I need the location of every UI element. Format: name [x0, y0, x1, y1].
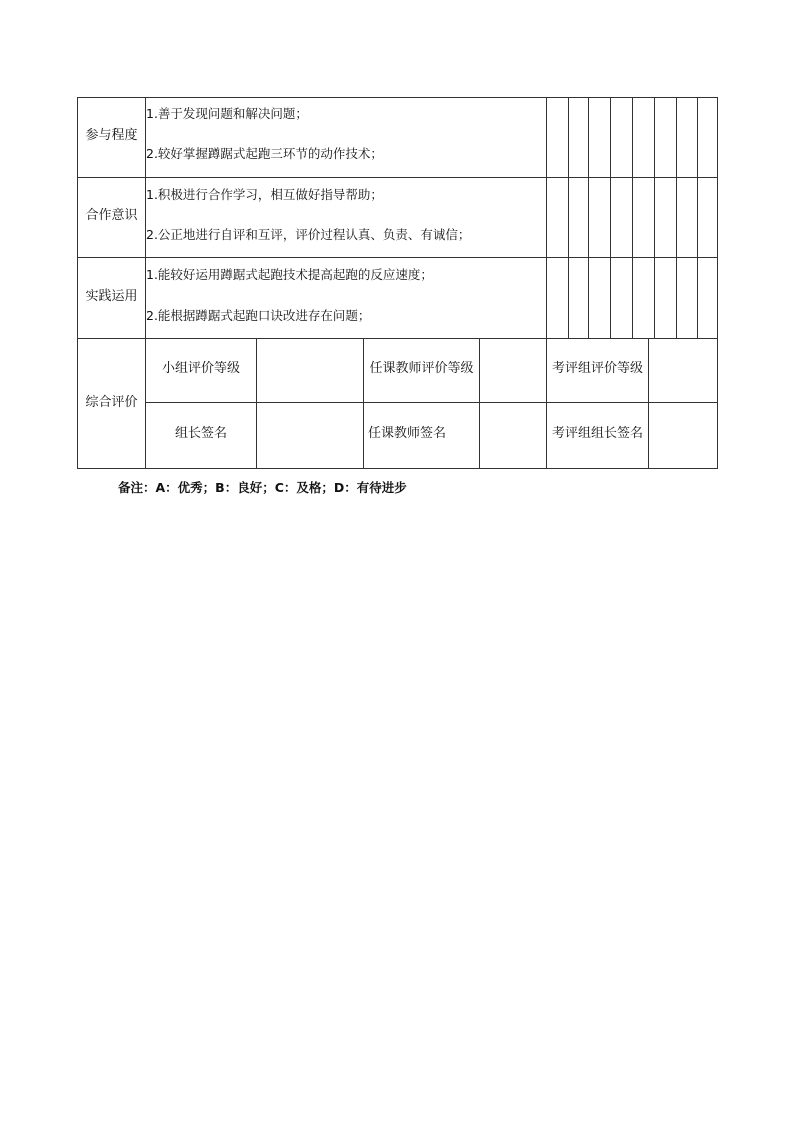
- row-divider: [77, 257, 718, 258]
- summary-column-divider: [363, 338, 364, 469]
- panel-leader-sign-label: 考评组组长签名: [551, 426, 643, 441]
- rating-column-divider: [697, 97, 698, 339]
- teacher-sign-label: 任课教师签名: [367, 426, 446, 441]
- summary-category-cell: 综合评价: [85, 395, 138, 410]
- criteria-item: 1.能较好运用蹲踞式起跑技术提高起跑的反应速度；: [146, 267, 433, 282]
- summary-row-divider: [145, 402, 718, 403]
- rating-column-divider: [568, 97, 569, 339]
- rating-column-divider: [588, 97, 589, 339]
- teacher-grade-label: 任课教师评价等级: [369, 361, 474, 376]
- category-cell: 参与程度: [85, 128, 138, 143]
- category-cell: 合作意识: [85, 208, 138, 223]
- leader-sign-field[interactable]: [257, 403, 363, 468]
- rating-column-divider: [546, 97, 547, 339]
- rating-column-divider: [676, 97, 677, 339]
- rating-column-divider: [610, 97, 611, 339]
- table-border-right: [717, 97, 718, 469]
- teacher-grade-field[interactable]: [480, 339, 546, 402]
- row-divider: [77, 338, 718, 339]
- criteria-item: 2.公正地进行自评和互评，评价过程认真、负责、有诚信；: [146, 227, 471, 242]
- panel-leader-sign-field[interactable]: [649, 403, 717, 468]
- rating-column-divider: [654, 97, 655, 339]
- criteria-item: 1.善于发现问题和解决问题；: [146, 106, 308, 121]
- panel-grade-label: 考评组评价等级: [551, 361, 643, 376]
- panel-grade-field[interactable]: [649, 339, 717, 402]
- teacher-sign-field[interactable]: [480, 403, 546, 468]
- group-grade-field[interactable]: [257, 339, 363, 402]
- table-border-top: [77, 97, 718, 98]
- category-cell: 实践运用: [85, 289, 138, 304]
- criteria-item: 1.积极进行合作学习，相互做好指导帮助；: [146, 187, 383, 202]
- leader-sign-label: 组长签名: [174, 426, 227, 441]
- table-border-bottom: [77, 468, 718, 469]
- criteria-item: 2.较好掌握蹲踞式起跑三环节的动作技术；: [146, 146, 383, 161]
- table-border-left: [77, 97, 78, 469]
- row-divider: [77, 177, 718, 178]
- criteria-item: 2.能根据蹲踞式起跑口诀改进存在问题；: [146, 308, 371, 323]
- group-grade-label: 小组评价等级: [161, 361, 240, 376]
- grade-legend-note: 备注：A：优秀；B：良好；C：及格；D：有待进步: [118, 480, 407, 495]
- rating-column-divider: [632, 97, 633, 339]
- summary-column-divider: [546, 338, 547, 469]
